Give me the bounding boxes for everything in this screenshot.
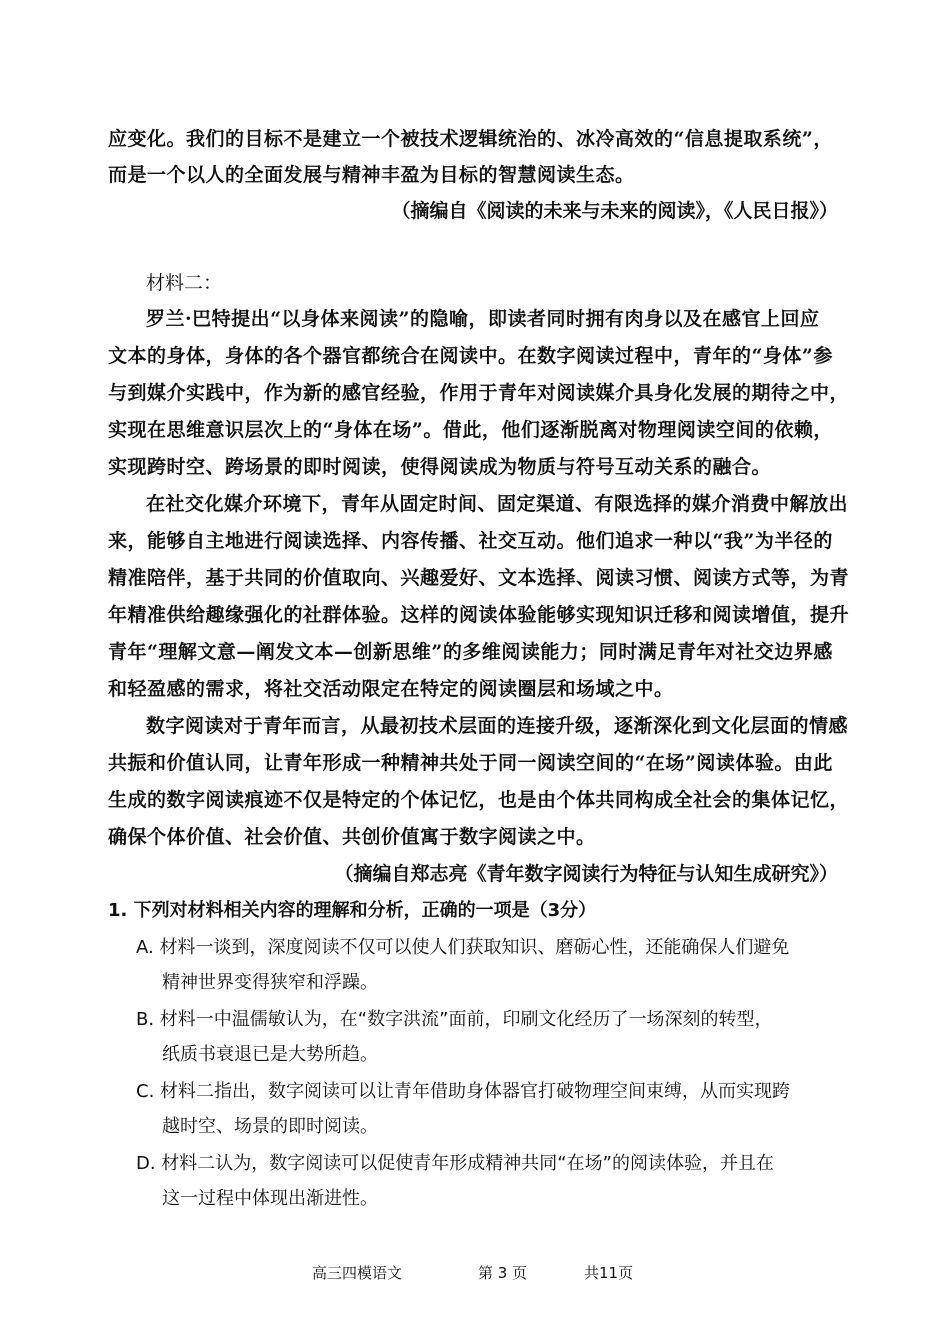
text-line: 应变化。我们的目标不是建立一个被技术逻辑统治的、冰冷高效的“信息提取系统”， <box>108 128 833 150</box>
option-d: D. 材料二认为，数字阅读可以促使青年形成精神共同“在场”的阅读体验，并且在 <box>136 1153 774 1174</box>
source-citation: （摘编自郑志亮《青年数字阅读行为特征与认知生成研究》） <box>334 863 838 885</box>
source-citation: （摘编自《阅读的未来与未来的阅读》，《人民日报》） <box>391 200 838 222</box>
text-line: 与到媒介实践中，作为新的感官经验，作用于青年对阅读媒介具身化发展的期待之中， <box>108 382 850 404</box>
text-line: 青年“理解文意—阐发文本—创新思维”的多维阅读能力；同时满足青年对社交边界感 <box>108 641 833 663</box>
text-line: 文本的身体，身体的各个器官都统合在阅读中。在数字阅读过程中，青年的“身体”参 <box>108 345 833 367</box>
option-c: C. 材料二指出，数字阅读可以让青年借助身体器官打破物理空间束缚，从而实现跨 <box>136 1081 791 1102</box>
text-line: 生成的数字阅读痕迹不仅是特定的个体记忆，也是由个体共同构成全社会的集体记忆， <box>108 789 850 811</box>
text-line: 年精准供给趣缘强化的社群体验。这样的阅读体验能够实现知识迁移和阅读增值，提升 <box>108 604 850 626</box>
text-line: 实现在思维意识层次上的“身体在场”。借此，他们逐渐脱离对物理阅读空间的依赖， <box>108 419 833 441</box>
text-line: 精准陪伴，基于共同的价值取向、兴趣爱好、文本选择、阅读习惯、阅读方式等，为青 <box>108 567 850 589</box>
footer-total-pages: 共11页 <box>584 1264 634 1282</box>
text-line: 数字阅读对于青年而言，从最初技术层面的连接升级，逐渐深化到文化层面的情感 <box>146 715 849 737</box>
text-line: 确保个体价值、社会价值、共创价值寓于数字阅读之中。 <box>108 826 596 848</box>
option-a: A. 材料一谈到，深度阅读不仅可以使人们获取知识、磨砺心性，还能确保人们避免 <box>136 937 790 958</box>
text-line: 来，能够自主地进行阅读选择、内容传播、社交互动。他们追求一种以“我”为半径的 <box>108 530 833 552</box>
footer-page-number: 第 3 页 <box>478 1264 528 1282</box>
option-a-cont: 精神世界变得狭窄和浮躁。 <box>162 972 378 993</box>
section-heading: 材料二： <box>146 272 223 294</box>
option-c-cont: 越时空、场景的即时阅读。 <box>162 1116 378 1137</box>
text-line: 在社交化媒介环境下，青年从固定时间、固定渠道、有限选择的媒介消费中解放出 <box>146 493 849 515</box>
text-line: 共振和价值认同，让青年形成一种精神共处于同一阅读空间的“在场”阅读体验。由此 <box>108 752 833 774</box>
option-b: B. 材料一中温儒敏认为，在“数字洪流”面前，印刷文化经历了一场深刻的转型， <box>136 1009 773 1030</box>
option-b-cont: 纸质书衰退已是大势所趋。 <box>162 1044 378 1065</box>
text-line: 罗兰·巴特提出“以身体来阅读”的隐喻，即读者同时拥有肉身以及在感官上回应 <box>146 308 820 330</box>
text-line: 而是一个以人的全面发展与精神丰盈为目标的智慧阅读生态。 <box>108 164 635 186</box>
text-line: 和轻盈感的需求，将社交活动限定在特定的阅读圈层和场域之中。 <box>108 678 674 700</box>
option-d-cont: 这一过程中体现出渐进性。 <box>162 1188 378 1209</box>
question-stem: 1. 下列对材料相关内容的理解和分析，正确的一项是（3分） <box>108 900 597 921</box>
text-line: 实现跨时空、跨场景的即时阅读，使得阅读成为物质与符号互动关系的融合。 <box>108 456 772 478</box>
footer-exam-name: 高三四模语文 <box>312 1264 403 1282</box>
